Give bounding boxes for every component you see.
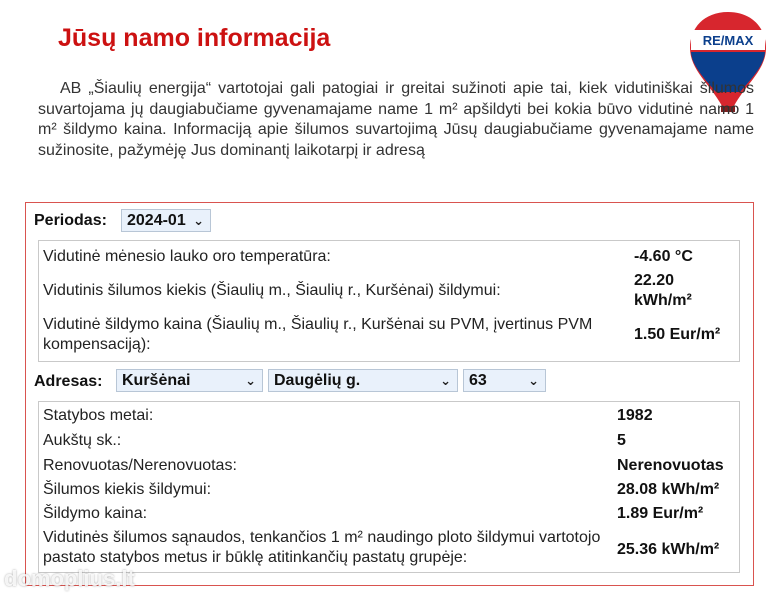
row-label: Vidutinis šilumos kiekis (Šiaulių m., Šiaulių r., Kuršėnai) šildymui: <box>43 282 501 299</box>
row-label: Aukštų sk.: <box>43 432 122 449</box>
row-value: 5 <box>617 432 626 449</box>
row-label: Šildymo kaina: <box>43 505 148 522</box>
period-select[interactable] <box>121 209 211 232</box>
row-value: 25.36 kWh/m² <box>617 541 720 558</box>
street-select[interactable] <box>268 369 458 392</box>
house-number-select[interactable] <box>463 369 546 392</box>
row-label: Vidutinės šilumos sąnaudos, tenkančios 1 m² naudingo ploto šildymui vartotojo pastato statybos metus ir būklę atitinkančių pastatų grupėje: <box>43 529 601 566</box>
row-value: 1.50 Eur/m² <box>634 326 721 343</box>
row-value: 22.20 kWh/m² <box>634 272 692 309</box>
period-info-box <box>38 240 740 362</box>
city-select[interactable] <box>116 369 263 392</box>
row-value: 1.89 Eur/m² <box>617 505 704 522</box>
row-value: 28.08 kWh/m² <box>617 481 720 498</box>
row-label: Renovuotas/Nerenovuotas: <box>43 457 237 474</box>
house-number-select-value: 63 <box>469 372 487 389</box>
row-value: Nerenovuotas <box>617 457 724 474</box>
building-info-box <box>38 401 740 573</box>
row-label: Statybos metai: <box>43 407 154 424</box>
watermark-text: domoplius.lt <box>4 566 135 591</box>
row-label: Vidutinė mėnesio lauko oro temperatūra: <box>43 248 331 265</box>
intro-text: AB „Šiaulių energija“ vartotojai gali patogiai ir greitai sužinoti apie tai, kiek vidutiniškai šilumos suvartojama jų daugiabučiame gyvenamajame name 1 m² apšildyti bei kokia būvo vidutinė namo 1 m² šildymo kaina. Informaciją apie šilumos suvartojimą Jūsų daugiabučiame gyvenamajame name sužinosite, pažymėję Jus dominantį laikotarpį ir adresą <box>38 80 754 159</box>
row-value: -4.60 °C <box>634 248 693 265</box>
chevron-down-icon: ⌄ <box>440 374 451 389</box>
row-label: Šilumos kiekis šildymui: <box>43 481 212 498</box>
address-label: Adresas: <box>34 373 103 390</box>
row-value: 1982 <box>617 407 653 424</box>
row-label: Vidutinė šildymo kaina (Šiaulių m., Šiaulių r., Kuršėnai su PVM, įvertinus PVM kompensaciją): <box>43 316 593 353</box>
page-title: Jūsų namo informacija <box>58 24 331 52</box>
period-label: Periodas: <box>34 212 107 229</box>
logo-text: RE/MAX <box>702 33 754 48</box>
street-select-value: Daugėlių g. <box>274 372 361 389</box>
period-select-value: 2024-01 <box>127 212 186 229</box>
chevron-down-icon: ⌄ <box>245 374 256 389</box>
chevron-down-icon: ⌄ <box>193 214 204 229</box>
city-select-value: Kuršėnai <box>122 372 191 389</box>
chevron-down-icon: ⌄ <box>528 374 539 389</box>
